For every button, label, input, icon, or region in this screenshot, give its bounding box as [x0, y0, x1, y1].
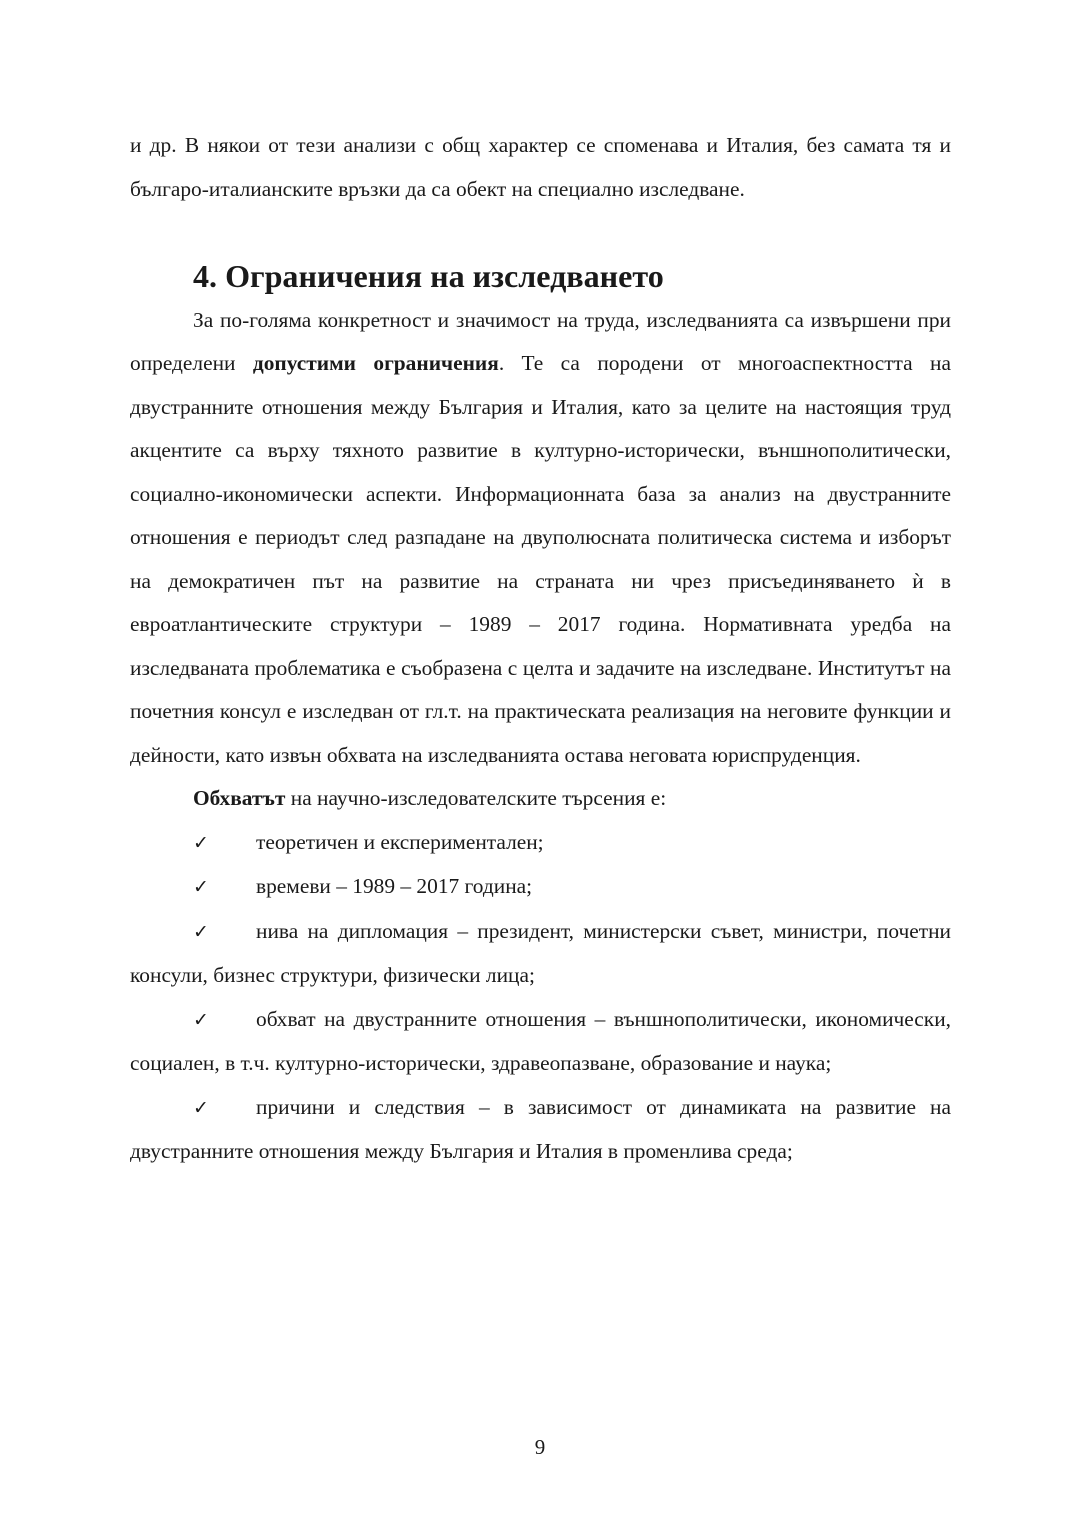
- limitations-bold-term: допустими ограничения: [252, 351, 499, 375]
- limitations-text-end: . Те са породени от многоаспектността на двустранните отношения между България и Италия, като за целите на настоящия труд акцентите са върху тяхното развитие в културно-исторически, външнополитически, социално-икономически аспекти. Информационната база за анализ на двустранните отношения е периодът след разпадане на двуполюсната политическа система и изборът на демократичен път на развитие на страната ни чрез присъединяването ѝ в евроатлантическите структури – 1989 – 2017 година. Нормативната уредба на изследваната проблематика е съобразена с целта и задачите на изследване. Институтът на почетния консул е изследван от гл.т. на практическата реализация на неговите функции и дейности, като извън обхвата на изследванията остава неговата юриспруденция.: [130, 351, 951, 767]
- check-icon: ✓: [193, 831, 209, 854]
- scope-intro-text: на научно-изследователските търсения е:: [285, 786, 667, 810]
- scope-item-time: [130, 865, 951, 910]
- check-icon: ✓: [193, 920, 209, 943]
- scope-item-text: времеви – 1989 – 2017 година;: [256, 874, 533, 898]
- scope-item-diplomacy-levels: [130, 910, 951, 998]
- limitations-text-start: За по-голяма конкретност и значимост на труда, изследванията са извършени при определени: [130, 307, 951, 375]
- check-icon: ✓: [193, 1096, 209, 1119]
- check-icon: ✓: [193, 876, 209, 898]
- scope-bold-label: Обхватът: [193, 786, 286, 810]
- scope-item-relations-coverage: [130, 998, 951, 1086]
- scope-item-text: нива на дипломация – президент, министерски съвет, министри, почетни консули, бизнес структури, физически лица;: [130, 918, 951, 987]
- scope-item-theoretical: [130, 821, 951, 866]
- scope-item-text: причини и следствия – в зависимост от динамиката на развитие на двустранните отношения между България и Италия в променлива среда;: [130, 1094, 951, 1163]
- scope-intro: [130, 777, 951, 821]
- page-number: 9: [534, 1435, 546, 1459]
- scope-item-text: теоретичен и експериментален;: [256, 829, 544, 854]
- document-page: [130, 124, 951, 1174]
- section-heading: 4. Ограничения на изследването: [193, 258, 664, 294]
- intro-paragraph: и др. В някои от тези анализи с общ характер се споменава и Италия, без самата тя и българо-италианските връзки да са обект на специално изследване.: [130, 133, 951, 201]
- check-icon: ✓: [193, 1008, 209, 1031]
- scope-item-causes: [130, 1086, 951, 1174]
- limitations-paragraph: [130, 299, 951, 778]
- scope-item-text: обхват на двустранните отношения – външнополитически, икономически, социален, в т.ч. културно-исторически, здравеопазване, образование и наука;: [130, 1006, 951, 1075]
